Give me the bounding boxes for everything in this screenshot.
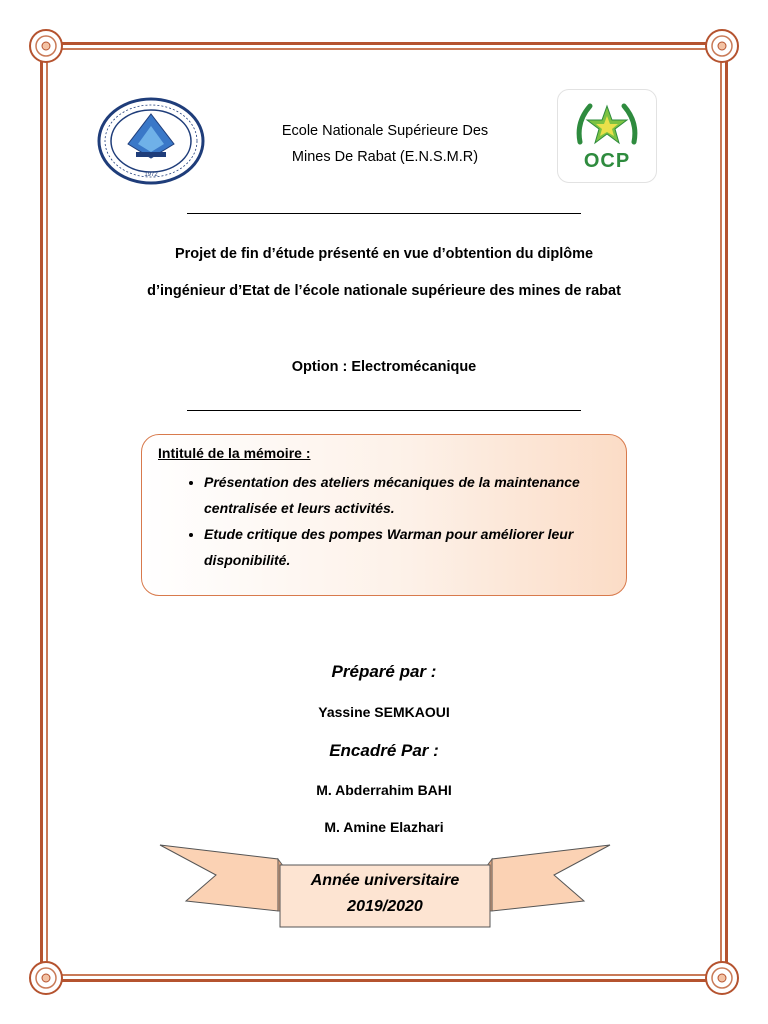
supervised-by-heading: Encadré Par : (329, 741, 439, 760)
school-name-line1: Ecole Nationale Supérieure Des (281, 123, 489, 139)
school-name (220, 118, 550, 170)
school-name-line2: Mines De Rabat (E.N.S.M.R) (291, 149, 479, 165)
supervisor-name: M. Amine Elazhari (324, 819, 444, 835)
banner (280, 868, 490, 920)
banner-year: 2019/2020 (347, 898, 423, 915)
student-name: Yassine SEMKAOUI (318, 704, 450, 720)
corner-ornament-bottom-left-icon (26, 958, 66, 998)
supervisor-name: M. Abderrahim BAHI (316, 782, 452, 798)
memoire-box (141, 434, 627, 596)
project-title-line2: d’ingénieur d’Etat de l’école nationale supérieure des mines de rabat (147, 283, 621, 299)
memoire-list (182, 469, 624, 573)
separator-bottom (187, 410, 581, 411)
seal-year-text: 1972 (144, 172, 158, 178)
ensmr-seal-logo (96, 96, 206, 186)
ocp-logo-text: OCP (583, 150, 631, 172)
banner-label: Année universitaire (310, 872, 460, 889)
corner-ornament-bottom-right-icon (702, 958, 742, 998)
separator-top (187, 213, 581, 214)
corner-ornament-top-left-icon (26, 26, 66, 66)
memoire-item: • Etude critique des pompes Warman pour améliorer leur disponibilité. (204, 521, 624, 573)
prepared-by-heading: Préparé par : (331, 662, 437, 681)
memoire-heading: Intitulé de la mémoire : (158, 445, 311, 461)
memoire-item: • Présentation des ateliers mécaniques de la maintenance centralisée et leurs activités. (204, 469, 624, 521)
ocp-emblem-icon (572, 98, 642, 150)
ocp-logo (557, 89, 657, 183)
option-label: Option : Electromécanique (291, 359, 477, 375)
project-title-line1: Projet de fin d’étude présenté en vue d’obtention du diplôme (174, 246, 594, 262)
corner-ornament-top-right-icon (702, 26, 742, 66)
